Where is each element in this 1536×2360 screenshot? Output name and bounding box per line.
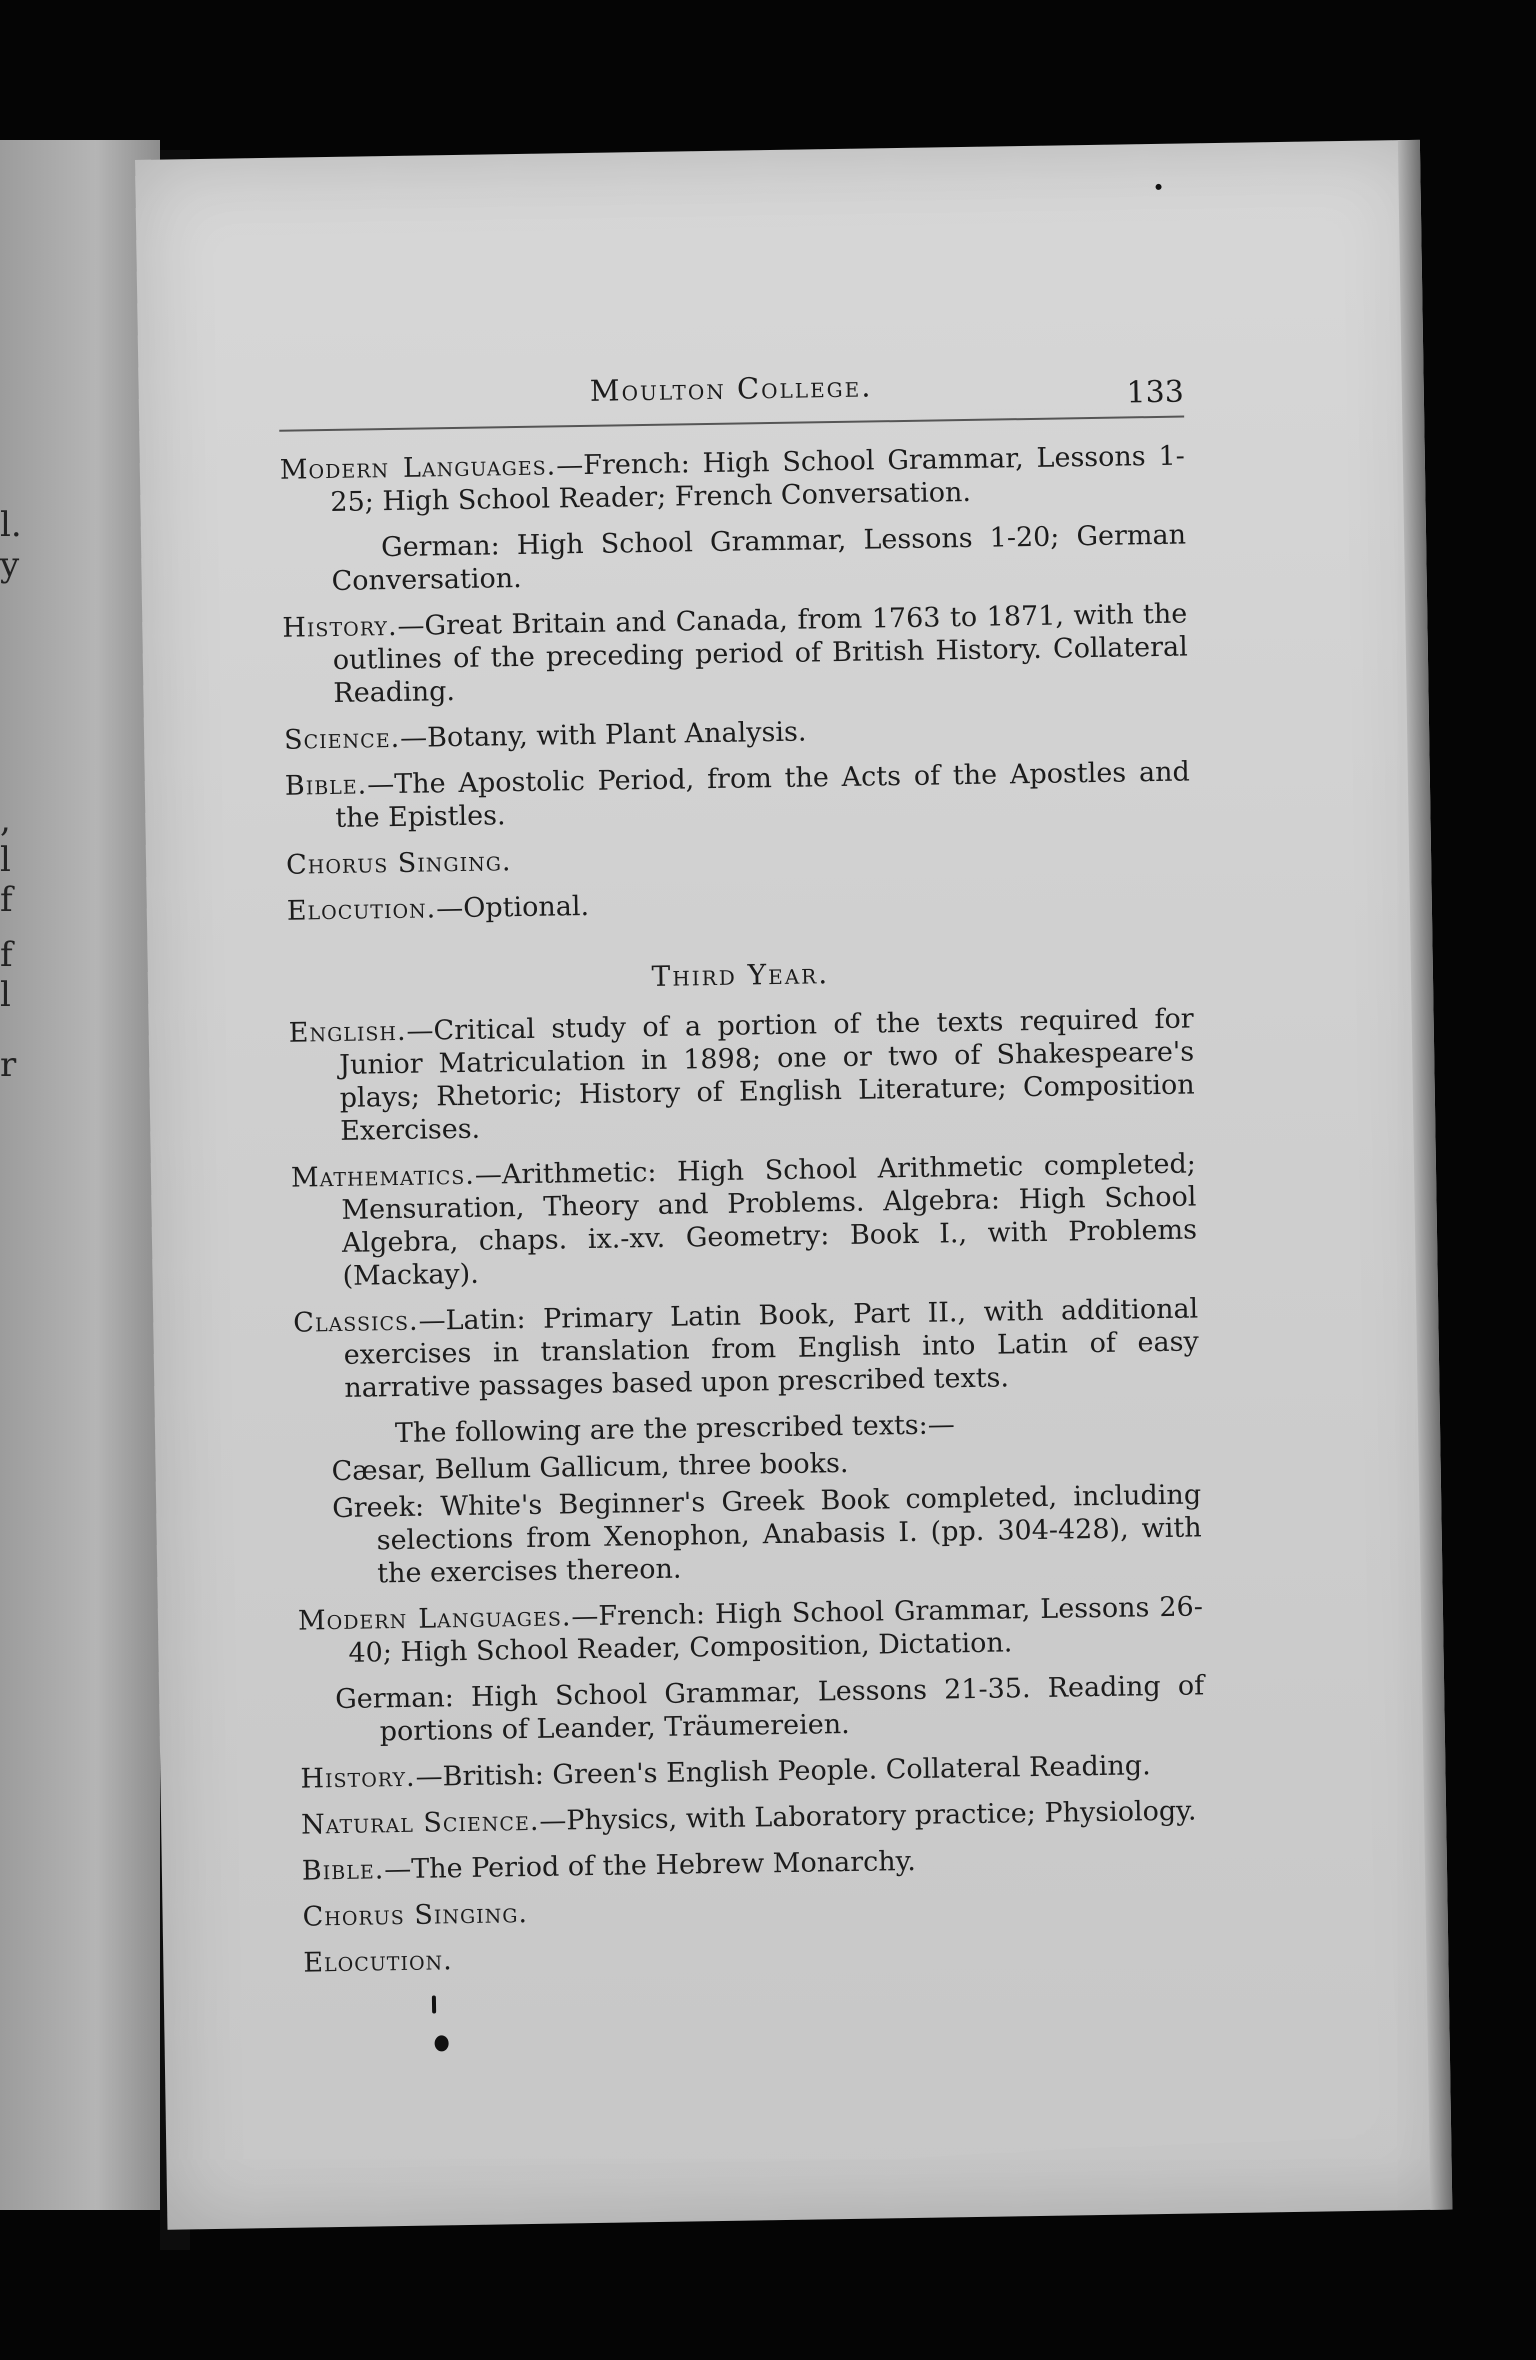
course-entry <box>284 710 1189 757</box>
subject-heading: Modern Languages. <box>297 1601 572 1637</box>
subject-heading: Natural Science. <box>300 1805 540 1841</box>
course-entry <box>286 835 1191 882</box>
subject-description: German: High School Grammar, Lessons 21-35. Reading of portions of Leander, Träumereien. <box>334 1670 1205 1748</box>
subject-heading: Bible. <box>301 1854 385 1887</box>
subject-heading: Mathematics. <box>290 1159 476 1194</box>
course-entry <box>301 1794 1206 1841</box>
subject-description: —Botany, with Plant Analysis. <box>399 716 807 754</box>
subject-description: Cæsar, Bellum Gallicum, three books. <box>331 1447 849 1488</box>
third-year-entries <box>288 1002 1208 1979</box>
page-number: 133 <box>1126 374 1185 411</box>
subject-heading: Modern Languages. <box>279 450 557 486</box>
running-title: Moulton College. <box>589 369 873 408</box>
course-entry <box>288 1002 1195 1148</box>
course-entry <box>299 1669 1205 1749</box>
section-title: Third Year. <box>651 957 830 993</box>
course-entry <box>280 440 1186 520</box>
subject-heading: Chorus Singing. <box>285 846 512 881</box>
page-edge-shadow <box>1398 140 1453 2210</box>
subject-heading: Science. <box>283 722 401 756</box>
course-entry <box>285 756 1191 836</box>
left-page-fragment: f <box>0 880 13 920</box>
subject-heading: History. <box>282 610 398 644</box>
running-head <box>278 364 1184 432</box>
page-content <box>278 364 1208 1993</box>
left-page-fragment: f <box>0 935 13 975</box>
subject-description: —Great Britain and Canada, from 1763 to 1871, with the outlines of the preceding period of British History. Collateral Reading. <box>332 598 1189 709</box>
course-entry <box>296 1478 1202 1591</box>
course-entry <box>291 1147 1198 1293</box>
subject-description: —Optional. <box>435 890 590 925</box>
course-entry <box>281 519 1187 599</box>
subject-heading: History. <box>300 1761 416 1795</box>
subject-description: German: High School Grammar, Lessons 1-20; German Conversation. <box>331 519 1187 597</box>
scanned-page <box>135 140 1452 2230</box>
course-entry <box>293 1292 1199 1405</box>
subject-description: —Critical study of a portion of the texts required for Junior Matriculation in 1898; one or two of Shakespeare's plays; Rhetoric; History of English Literature; Composition Exercises. <box>339 1003 1195 1147</box>
subject-description: —The Apostolic Period, from the Acts of the Apostles and the Epistles. <box>335 756 1190 834</box>
subject-description: —Physics, with Laboratory practice; Physiology. <box>539 1795 1197 1837</box>
left-page-fragment: y <box>0 545 20 585</box>
left-page-fragment: l <box>0 975 11 1015</box>
ink-speck <box>1156 184 1162 190</box>
course-entry <box>300 1748 1205 1795</box>
subject-heading: Chorus Singing. <box>302 1898 529 1933</box>
subject-heading: Classics. <box>293 1305 419 1339</box>
subject-description: —French: High School Grammar, Lessons 26-40; High School Reader, Composition, Dictation. <box>348 1591 1204 1669</box>
adjacent-page <box>0 140 160 2210</box>
subject-description: The following are the prescribed texts:— <box>394 1409 955 1450</box>
subject-description: Greek: White's Beginner's Greek Book completed, including selections from Xenophon, Anabasis I. (pp. 304-428), with the exercises thereon. <box>331 1479 1202 1590</box>
subject-description: —The Period of the Hebrew Monarchy. <box>384 1845 917 1886</box>
ink-speck <box>432 1996 436 2014</box>
subject-description: —French: High School Grammar, Lessons 1-25; High School Reader; French Conversation. <box>330 440 1186 518</box>
left-page-fragment: l. <box>0 505 22 545</box>
second-year-entries <box>280 440 1192 928</box>
ink-speck <box>434 2035 448 2051</box>
course-entry <box>302 1886 1207 1933</box>
course-entry <box>282 598 1188 711</box>
course-entry <box>298 1590 1204 1670</box>
subject-description: —Latin: Primary Latin Book, Part II., with additional exercises in translation from English into Latin of easy narrative passages based upon prescribed texts. <box>343 1293 1199 1404</box>
subject-description: —British: Green's English People. Collateral Reading. <box>415 1750 1151 1793</box>
course-entry <box>287 880 1192 927</box>
left-page-fragment: l <box>0 840 11 880</box>
subject-heading: Elocution. <box>303 1945 453 1979</box>
left-page-fragment: r <box>0 1045 17 1085</box>
subject-heading: English. <box>288 1015 407 1049</box>
left-page-fragment: , <box>0 800 11 840</box>
course-entry <box>303 1932 1208 1979</box>
subject-heading: Elocution. <box>286 893 437 927</box>
course-entry <box>302 1840 1207 1887</box>
subject-heading: Bible. <box>284 769 368 802</box>
subject-description: —Arithmetic: High School Arithmetic completed; Mensuration, Theory and Problems. Algebra: High School Algebra, chaps. ix.-xv. Geometry: Book I., with Problems (Mackay). <box>341 1148 1198 1292</box>
